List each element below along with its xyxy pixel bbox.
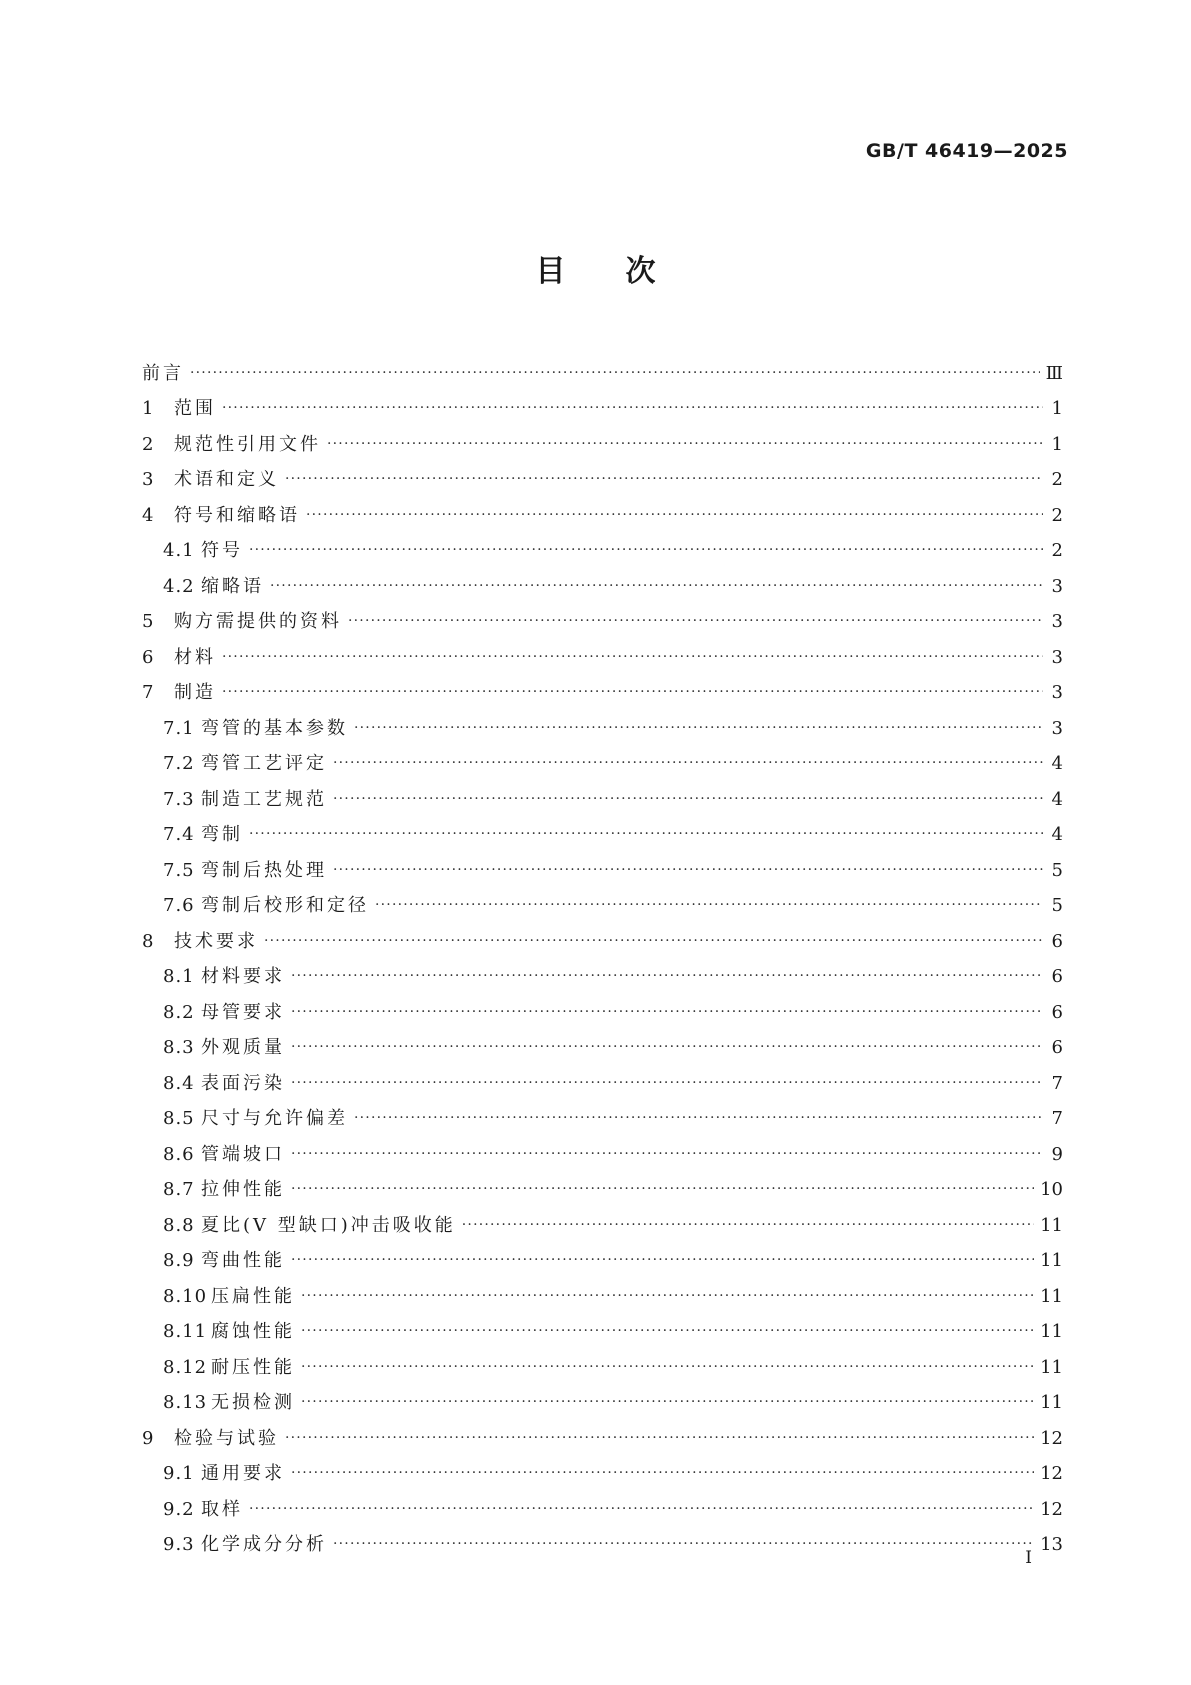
toc-leader-dots [301,1392,1034,1413]
toc-entry-title: 表面污染 [201,1072,285,1094]
toc-entry-title: 化学成分分析 [201,1534,327,1555]
toc-entry[interactable] [142,1200,1063,1236]
toc-entry-page: 3 [1051,611,1063,632]
standard-code: GB/T 46419—2025 [865,140,1068,162]
toc-entry-page: 11 [1040,1356,1063,1378]
toc-entry[interactable] [142,881,1063,917]
toc-leader-dots [291,1144,1043,1165]
toc-entry-title: 制造 [174,682,216,703]
toc-entry-page: 2 [1051,504,1063,526]
toc-entry[interactable] [142,1342,1063,1378]
toc-entry-page: 1 [1051,398,1063,419]
toc-entry[interactable] [142,1413,1063,1449]
toc-entry-title: 弯管的基本参数 [201,717,348,739]
toc-entry-page: 2 [1051,540,1063,561]
toc-entry[interactable] [142,348,1063,384]
toc-entry-title: 取样 [201,1498,243,1520]
toc-leader-dots [291,1073,1043,1094]
toc-leader-dots [375,895,1043,916]
toc-entry-page: 3 [1051,682,1063,703]
toc-leader-dots [333,753,1043,774]
toc-entry-page: 13 [1040,1534,1063,1555]
toc-entry-page: 9 [1051,1143,1063,1165]
toc-entry-page: 10 [1040,1179,1063,1200]
toc-leader-dots [190,363,1040,384]
toc-entry-page: 12 [1040,1463,1063,1484]
toc-entry-page: 7 [1051,1072,1063,1094]
toc-leader-dots [249,1499,1034,1520]
toc-entry-title: 制造工艺规范 [201,788,327,810]
toc-entry[interactable] [142,490,1063,526]
toc-leader-dots [222,682,1043,703]
toc-leader-dots [291,966,1043,987]
toc-entry-page: 11 [1040,1321,1063,1342]
toc-leader-dots [249,540,1043,561]
toc-entry-number: 3 [142,469,155,490]
toc-entry-number: 8.7 [163,1179,195,1200]
page-title [0,246,1191,290]
toc-entry[interactable] [142,526,1063,562]
toc-entry-page: 6 [1051,966,1063,987]
title-char-2: 次 [625,254,656,289]
toc-entry-title: 腐蚀性能 [211,1321,295,1342]
toc-entry-title: 检验与试验 [174,1427,279,1449]
toc-entry-number: 7 [142,682,155,703]
toc-leader-dots [301,1286,1034,1307]
toc-entry-number: 8.12 [163,1356,208,1378]
toc-entry-title: 术语和定义 [174,469,279,490]
toc-entry[interactable] [142,419,1063,455]
toc-leader-dots [222,647,1043,668]
toc-leader-dots [285,469,1043,490]
toc-entry-number: 8.5 [163,1108,195,1129]
toc-entry[interactable] [142,1058,1063,1094]
toc-entry-number: 7.5 [163,859,195,881]
toc-entry-number: 8.2 [163,1001,195,1023]
title-char-1: 目 [535,254,566,289]
toc-entry-page: 6 [1051,1001,1063,1023]
toc-entry[interactable] [142,916,1063,952]
toc-entry-page: 3 [1051,646,1063,668]
toc-leader-dots [249,824,1043,845]
toc-leader-dots [285,1428,1034,1449]
toc-leader-dots [354,718,1043,739]
toc-entry-title: 管端坡口 [201,1143,285,1165]
toc-entry[interactable] [142,703,1063,739]
toc-entry-page: 12 [1040,1427,1063,1449]
toc-entry-number: 7.2 [163,753,195,774]
toc-entry-number: 8.1 [163,966,195,987]
toc-entry[interactable] [142,455,1063,491]
toc-entry-page: 7 [1051,1108,1063,1129]
toc-entry-number: 9.3 [163,1534,195,1555]
table-of-contents [142,348,1063,1555]
toc-entry-page: 6 [1051,930,1063,952]
toc-leader-dots [306,505,1043,526]
toc-entry[interactable] [142,1094,1063,1130]
toc-entry-title: 技术要求 [174,930,258,952]
toc-leader-dots [270,576,1043,597]
toc-entry[interactable] [142,1520,1063,1556]
toc-entry[interactable] [142,845,1063,881]
toc-entry[interactable] [142,561,1063,597]
toc-entry[interactable] [142,668,1063,704]
toc-entry[interactable] [142,739,1063,775]
toc-leader-dots [291,1002,1043,1023]
toc-entry-page: Ⅲ [1045,362,1063,384]
toc-entry-title: 材料要求 [201,966,285,987]
toc-leader-dots [291,1179,1034,1200]
toc-entry-page: 4 [1051,788,1063,810]
toc-entry-number: 6 [142,646,155,668]
toc-entry-title: 弯制后校形和定径 [201,895,369,916]
toc-leader-dots [348,611,1043,632]
page-number: I [1025,1548,1032,1568]
toc-entry[interactable] [142,952,1063,988]
toc-entry[interactable] [142,1236,1063,1272]
toc-entry-page: 4 [1051,753,1063,774]
toc-entry[interactable] [142,1271,1063,1307]
toc-entry[interactable] [142,1307,1063,1343]
toc-entry-page: 12 [1040,1498,1063,1520]
toc-entry[interactable] [142,1484,1063,1520]
toc-leader-dots [264,931,1043,952]
toc-entry-number: 8.9 [163,1250,195,1271]
toc-entry[interactable] [142,384,1063,420]
toc-entry-number: 8.3 [163,1037,195,1058]
toc-entry-number: 8.6 [163,1143,195,1165]
toc-entry-title: 材料 [174,646,216,668]
toc-entry-number: 8 [142,930,155,952]
toc-entry-number: 8.8 [163,1214,195,1236]
toc-entry[interactable] [142,1023,1063,1059]
toc-entry-title: 弯管工艺评定 [201,753,327,774]
toc-entry-number: 9 [142,1427,155,1449]
toc-leader-dots [462,1215,1034,1236]
toc-entry-number: 4 [142,504,155,526]
toc-entry-page: 4 [1051,824,1063,845]
toc-entry-page: 6 [1051,1037,1063,1058]
toc-entry-title: 拉伸性能 [201,1179,285,1200]
toc-entry[interactable] [142,597,1063,633]
toc-entry-page: 11 [1040,1214,1063,1236]
toc-entry-number: 2 [142,433,155,455]
toc-leader-dots [333,789,1043,810]
toc-entry-title: 耐压性能 [211,1356,295,1378]
toc-entry-page: 11 [1040,1250,1063,1271]
toc-entry-number: 8.13 [163,1392,208,1413]
toc-leader-dots [333,1534,1034,1555]
toc-entry-number: 5 [142,611,155,632]
toc-entry[interactable] [142,774,1063,810]
toc-entry-page: 11 [1040,1285,1063,1307]
toc-leader-dots [291,1037,1043,1058]
toc-entry-page: 5 [1051,859,1063,881]
toc-entry[interactable] [142,810,1063,846]
toc-entry-number: 9.2 [163,1498,195,1520]
toc-entry-title: 符号和缩略语 [174,504,300,526]
toc-entry-number: 7.3 [163,788,195,810]
toc-entry-title: 弯制 [201,824,243,845]
toc-entry-page: 2 [1051,469,1063,490]
toc-entry[interactable] [142,1129,1063,1165]
toc-entry[interactable] [142,1165,1063,1201]
toc-entry[interactable] [142,1378,1063,1414]
toc-entry-title: 尺寸与允许偏差 [201,1108,348,1129]
toc-entry[interactable] [142,632,1063,668]
toc-entry-page: 3 [1051,575,1063,597]
toc-entry-title: 前言 [142,362,184,384]
toc-leader-dots [354,1108,1043,1129]
toc-entry-page: 11 [1040,1392,1063,1413]
toc-entry-title: 夏比(V 型缺口)冲击吸收能 [201,1214,456,1236]
toc-entry-number: 1 [142,398,155,419]
toc-entry-number: 9.1 [163,1463,195,1484]
toc-entry-page: 3 [1051,717,1063,739]
toc-entry-page: 5 [1051,895,1063,916]
toc-leader-dots [301,1321,1034,1342]
toc-entry-title: 压扁性能 [211,1285,295,1307]
toc-entry[interactable] [142,987,1063,1023]
toc-entry-title: 无损检测 [211,1392,295,1413]
toc-entry-number: 7.1 [163,717,195,739]
toc-leader-dots [291,1250,1034,1271]
toc-entry-number: 4.2 [163,575,195,597]
toc-entry-number: 8.4 [163,1072,195,1094]
toc-leader-dots [333,860,1043,881]
toc-entry-title: 弯制后热处理 [201,859,327,881]
toc-leader-dots [301,1357,1034,1378]
toc-entry-title: 范围 [174,398,216,419]
toc-entry-title: 弯曲性能 [201,1250,285,1271]
toc-leader-dots [291,1463,1034,1484]
toc-entry-page: 1 [1051,433,1063,455]
toc-entry-number: 8.10 [163,1285,208,1307]
toc-entry-title: 外观质量 [201,1037,285,1058]
toc-entry-title: 购方需提供的资料 [174,611,342,632]
toc-entry[interactable] [142,1449,1063,1485]
toc-entry-title: 通用要求 [201,1463,285,1484]
toc-entry-number: 4.1 [163,540,195,561]
toc-entry-title: 缩略语 [201,575,264,597]
toc-entry-number: 8.11 [163,1321,208,1342]
toc-entry-title: 规范性引用文件 [174,433,321,455]
toc-leader-dots [327,434,1043,455]
toc-entry-title: 母管要求 [201,1001,285,1023]
toc-entry-title: 符号 [201,540,243,561]
toc-entry-number: 7.6 [163,895,195,916]
toc-entry-number: 7.4 [163,824,195,845]
toc-leader-dots [222,398,1043,419]
